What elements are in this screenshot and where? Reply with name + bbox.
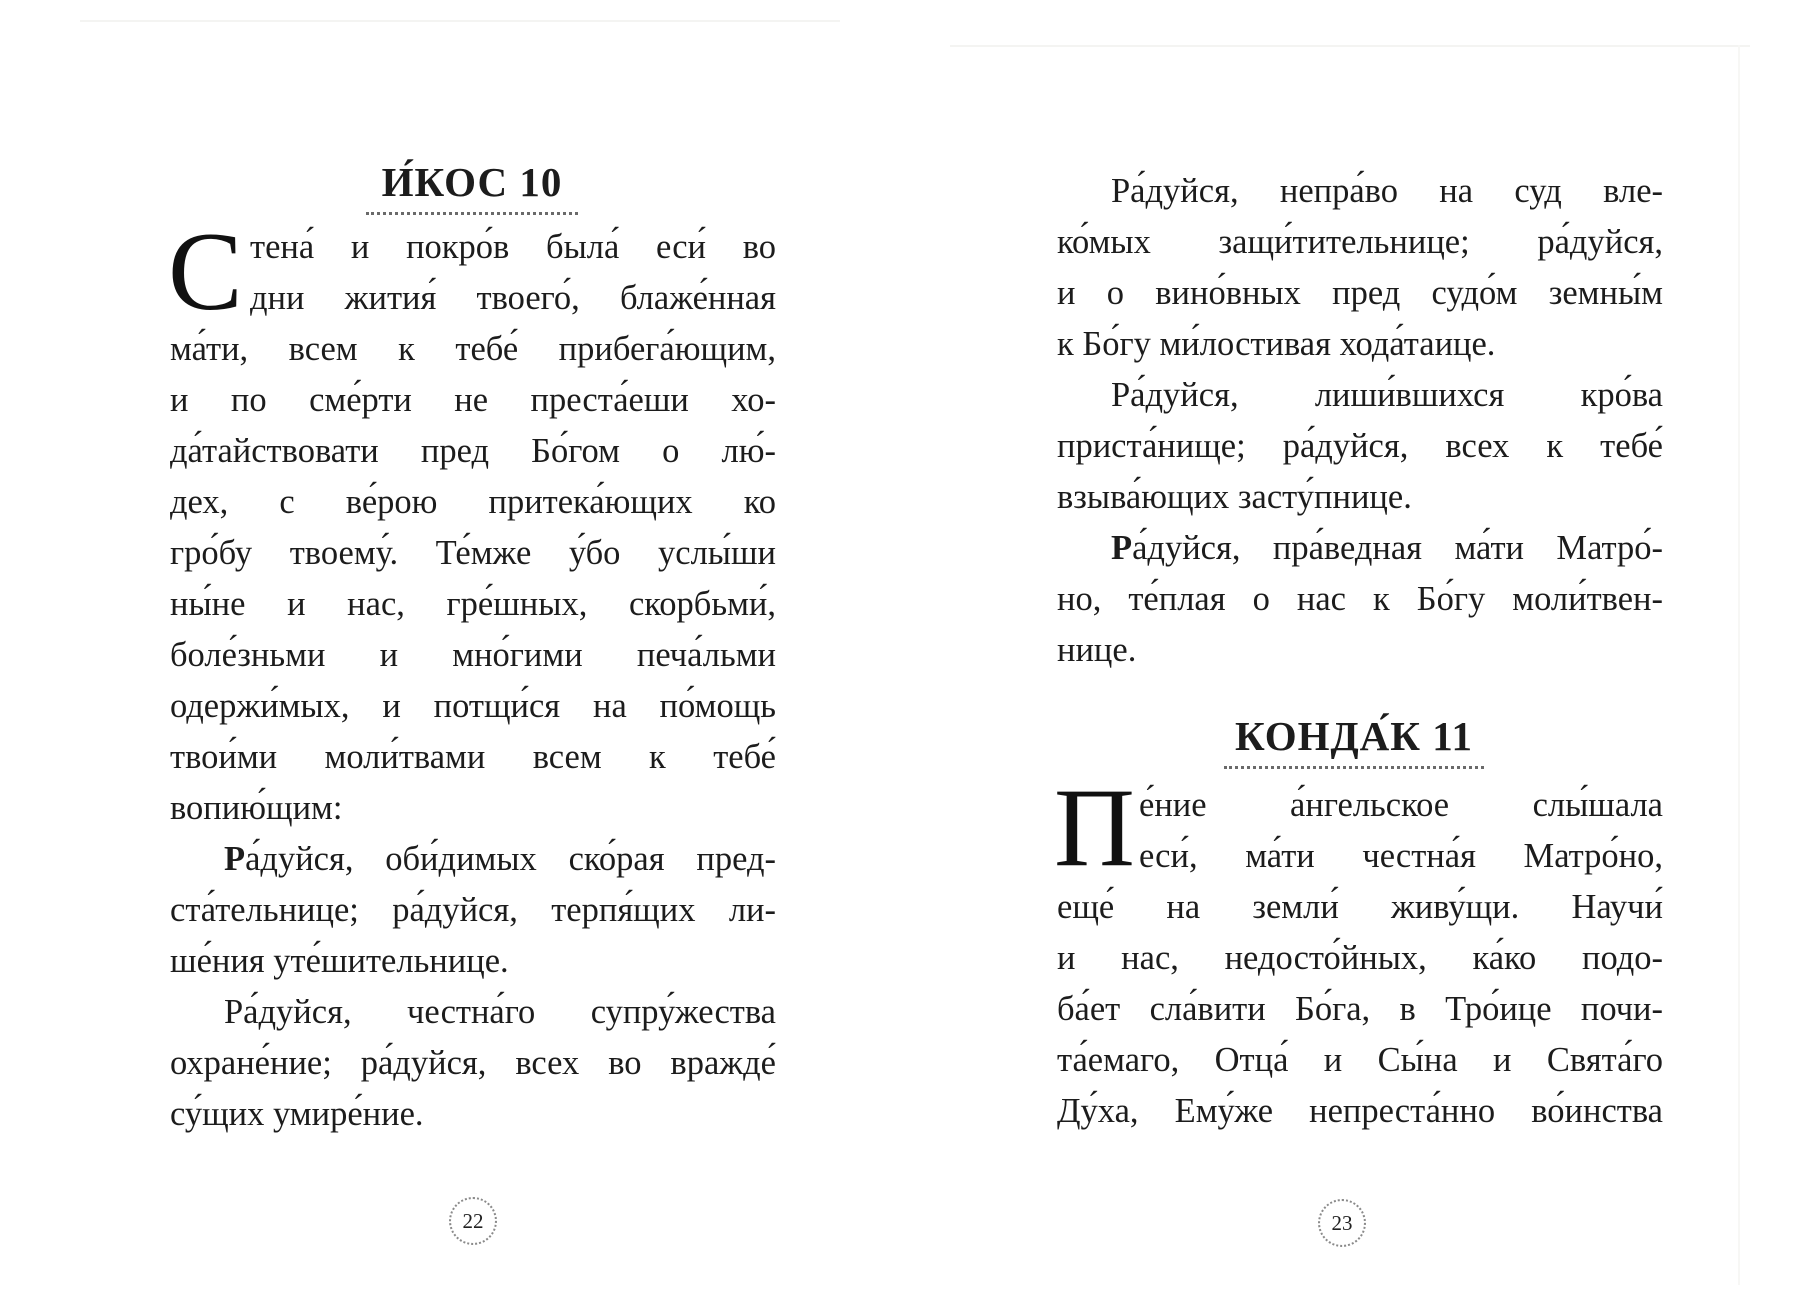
kondak-text xyxy=(1057,780,1663,1137)
text-line: вопию́щим: xyxy=(170,789,343,827)
text-line xyxy=(170,834,776,885)
text-line: еси́, ма́ти честна́я Матро́но, xyxy=(1139,837,1663,875)
text-line: ко́мых защи́тительнице; ра́дуйся, xyxy=(1057,223,1663,261)
text-line: еще́ на земли́ живу́щи. Научи́ xyxy=(1057,888,1663,926)
page-number: 22 xyxy=(449,1197,497,1245)
text-line: е́ние а́нгельское слы́шала xyxy=(1139,786,1663,824)
section-heading-kondak xyxy=(1222,712,1486,769)
text-line: Ду́ха, Ему́же непреста́нно во́инства xyxy=(1057,1092,1663,1130)
text-line: и по сме́рти не преста́еши хо- xyxy=(170,381,776,419)
text-line: гро́бу твоему́. Те́мже у́бо услы́ши xyxy=(170,534,776,572)
text-line: су́щих умире́ние. xyxy=(170,1095,424,1133)
page-number: 23 xyxy=(1318,1199,1366,1247)
text-line: дех, с ве́рою притека́ющих ко xyxy=(170,483,776,521)
right-page xyxy=(900,0,1808,1314)
text-line: ста́тельнице; ра́дуйся, терпя́щих ли- xyxy=(170,891,776,929)
text-line: и о вино́вных пред судо́м земны́м xyxy=(1057,274,1663,312)
text-fragment: а́дуйся, оби́димых ско́рая пред- xyxy=(245,840,776,878)
page-edge xyxy=(950,45,1750,47)
text-line: но, те́плая о нас к Бо́гу моли́твен- xyxy=(1057,580,1663,618)
text-line: Ра́дуйся, непра́во на суд вле- xyxy=(1111,172,1663,210)
text-line: да́тайствовати пред Бо́гом о лю́- xyxy=(170,432,776,470)
text-line: ба́ет сла́вити Бо́га, в Тро́ице почи- xyxy=(1057,990,1663,1028)
initial-letter: Р xyxy=(224,840,246,878)
ikos-continuation-text xyxy=(1057,166,1663,676)
text-line: Ра́дуйся, честна́го супру́жества xyxy=(224,993,776,1031)
section-heading-ikos xyxy=(360,158,584,215)
text-line: нице. xyxy=(1057,631,1137,669)
text-line: одержи́мых, и потщи́ся на по́мощь xyxy=(170,687,776,725)
page-edge xyxy=(80,20,840,22)
left-page xyxy=(0,0,900,1314)
text-line: приста́нище; ра́дуйся, всех к тебе́ xyxy=(1057,427,1663,465)
text-fragment: а́дуйся, пра́ведная ма́ти Матро́- xyxy=(1132,529,1663,567)
heading-text: КОНДА́К 11 xyxy=(1234,713,1474,759)
text-line: и нас, недосто́йных, ка́ко подо- xyxy=(1057,939,1663,977)
text-line: к Бо́гу ми́лостивая хода́таице. xyxy=(1057,325,1496,363)
page-edge xyxy=(1738,45,1740,1285)
drop-cap: С xyxy=(168,210,243,334)
text-line: дни жития́ твоего́, блаже́нная xyxy=(250,279,776,317)
text-line: ма́ти, всем к тебе́ прибега́ющим, xyxy=(170,330,776,368)
heading-text: И́КОС 10 xyxy=(381,159,563,205)
text-line: ны́не и нас, гре́шных, скорбьми́, xyxy=(170,585,776,623)
drop-cap: П xyxy=(1054,766,1135,890)
text-line: боле́зньми и мно́гими печа́льми xyxy=(170,636,776,674)
dotted-rule xyxy=(1224,766,1484,769)
ikos-text xyxy=(170,222,776,1140)
text-line: твои́ми моли́твами всем к тебе́ xyxy=(170,738,776,776)
text-line: та́емаго, Отца́ и Сы́на и Свята́го xyxy=(1057,1041,1663,1079)
dotted-rule xyxy=(366,212,578,215)
text-line: ше́ния уте́шительнице. xyxy=(170,942,509,980)
text-line: охране́ние; ра́дуйся, всех во вражде́ xyxy=(170,1044,776,1082)
text-line xyxy=(1057,523,1663,574)
text-line: взыва́ющих засту́пнице. xyxy=(1057,478,1412,516)
text-line: Ра́дуйся, лиши́вшихся кро́ва xyxy=(1111,376,1663,414)
initial-letter: Р xyxy=(1111,529,1133,567)
text-line: тена́ и покро́в была́ еси́ во xyxy=(250,228,776,266)
